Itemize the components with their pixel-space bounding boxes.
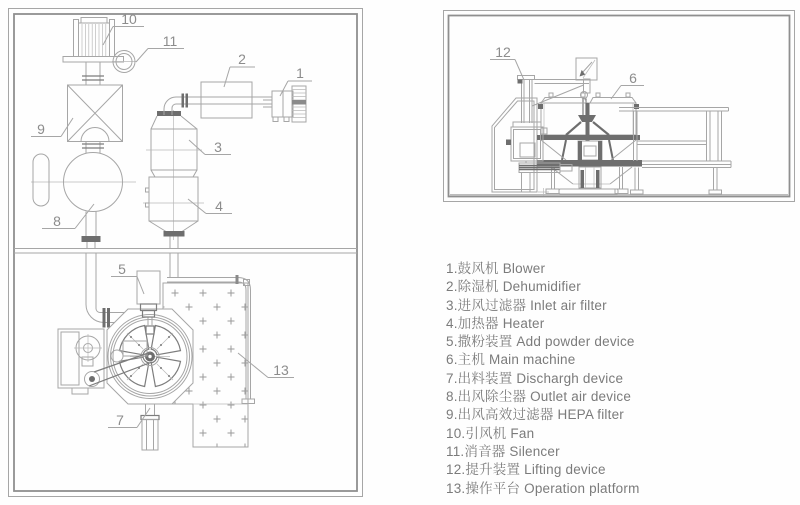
blower-unit bbox=[272, 86, 306, 122]
svg-text:6: 6 bbox=[629, 70, 637, 86]
svg-text:8: 8 bbox=[53, 213, 61, 229]
main-machine-plan bbox=[107, 309, 193, 404]
svg-text:13: 13 bbox=[273, 362, 289, 378]
legend-item: 9.出风高效过滤器 HEPA filter bbox=[446, 407, 624, 423]
callout-11 bbox=[136, 33, 184, 62]
main-machine-elevation bbox=[537, 93, 642, 194]
legend-item: 4.加热器 Heater bbox=[446, 315, 545, 331]
elevation-callouts bbox=[490, 44, 644, 99]
callout-5 bbox=[111, 261, 144, 294]
legend-item: 12.提升装置 Lifting device bbox=[446, 462, 606, 478]
legend-item: 13.操作平台 Operation platform bbox=[446, 480, 640, 496]
legend-item: 6.主机 Main machine bbox=[446, 352, 576, 368]
legend-item: 2.除湿机 Dehumidifier bbox=[446, 279, 581, 295]
svg-text:1: 1 bbox=[296, 65, 304, 81]
legend-item: 8.出风除尘器 Outlet air device bbox=[446, 389, 632, 405]
silencer-plan bbox=[112, 51, 137, 73]
plan-view bbox=[9, 9, 363, 497]
legend-list bbox=[446, 260, 640, 498]
svg-text:5: 5 bbox=[118, 261, 126, 277]
callout-9 bbox=[31, 118, 73, 137]
callout-4 bbox=[188, 198, 232, 214]
callout-7 bbox=[108, 408, 150, 428]
hepa-filter-box bbox=[68, 85, 123, 142]
callout-6 bbox=[611, 70, 644, 99]
legend-item: 5.撒粉装置 Add powder device bbox=[446, 334, 635, 350]
svg-text:10: 10 bbox=[121, 11, 137, 27]
plan-frame bbox=[9, 9, 363, 497]
filter-to-cyclone-pipe bbox=[82, 142, 104, 154]
legend-item: 3.进风过滤器 Inlet air filter bbox=[446, 297, 607, 313]
svg-text:3: 3 bbox=[214, 139, 222, 155]
svg-text:4: 4 bbox=[215, 198, 223, 214]
legend-item: 7.出料装置 Dischargh device bbox=[446, 370, 624, 386]
legend-item: 11.消音器 Silencer bbox=[446, 443, 560, 459]
add-powder-device bbox=[137, 271, 160, 317]
svg-text:9: 9 bbox=[37, 121, 45, 137]
svg-text:2: 2 bbox=[238, 51, 246, 67]
callout-3 bbox=[189, 139, 231, 155]
callout-12 bbox=[490, 44, 524, 80]
outlet-air-cyclone bbox=[31, 153, 136, 212]
legend-item: 1.鼓风机 Blower bbox=[446, 261, 546, 276]
discharge-device-plan bbox=[141, 404, 159, 450]
svg-text:7: 7 bbox=[116, 412, 124, 428]
svg-text:11: 11 bbox=[162, 33, 178, 49]
elevation-view bbox=[444, 11, 795, 202]
fan-outlet-pipe bbox=[82, 62, 104, 85]
dehumidifier-box bbox=[201, 82, 252, 118]
legend-item: 10.引风机 Fan bbox=[446, 425, 535, 441]
svg-text:12: 12 bbox=[495, 44, 511, 60]
